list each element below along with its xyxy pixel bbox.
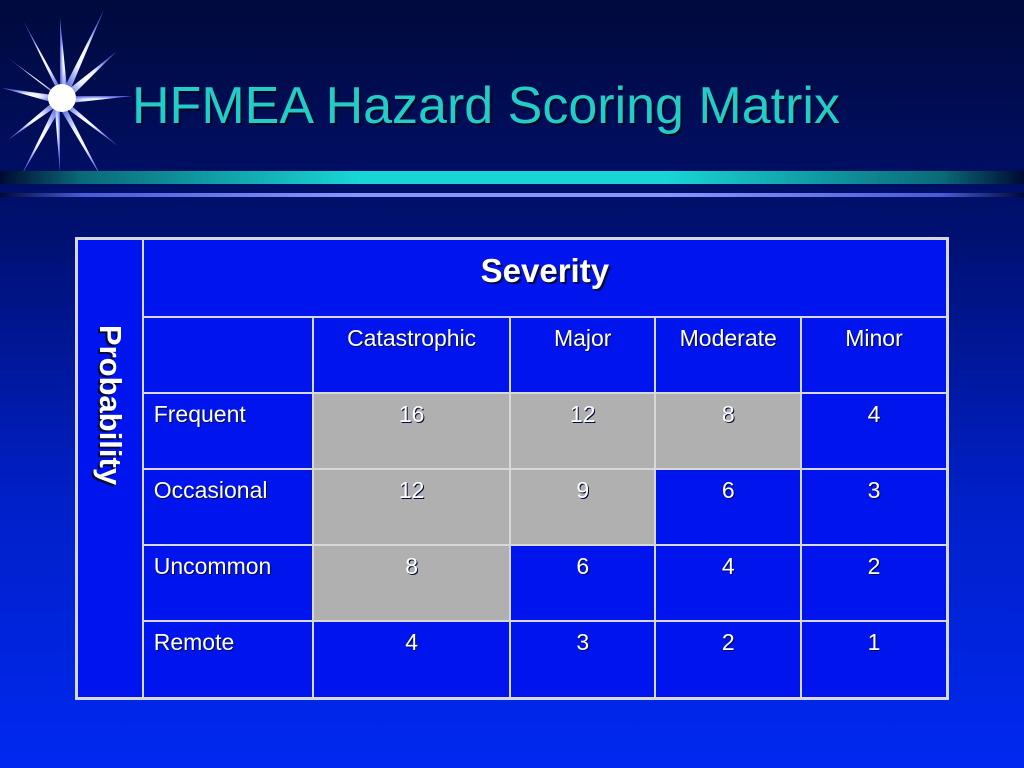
column-header-row	[77, 317, 948, 393]
column-header-minor: Minor	[845, 325, 903, 351]
score-value: 12	[398, 477, 425, 504]
table-row	[77, 393, 948, 469]
score-cell	[313, 621, 510, 698]
score-cell	[655, 393, 801, 469]
score-value: 2	[721, 629, 735, 656]
score-cell	[313, 469, 510, 545]
score-value: 16	[398, 401, 425, 427]
score-cell	[801, 469, 948, 545]
score-cell	[510, 545, 656, 621]
column-header	[510, 317, 656, 393]
severity-header-cell	[143, 239, 948, 318]
title-underline-thin	[0, 193, 1024, 197]
column-header	[801, 317, 948, 393]
score-cell	[510, 621, 656, 698]
score-cell	[655, 545, 801, 621]
score-value: 6	[721, 477, 735, 504]
score-value: 3	[576, 629, 590, 656]
row-label-cell	[143, 469, 314, 545]
severity-header-row	[77, 239, 948, 318]
title-underline-thick	[0, 171, 1024, 184]
score-value: 8	[721, 401, 735, 427]
score-value: 4	[405, 629, 419, 656]
column-header-major: Major	[553, 325, 612, 351]
score-value: 2	[867, 553, 881, 580]
score-value: 12	[569, 401, 596, 427]
score-value: 6	[576, 553, 590, 580]
column-header-moderate: Moderate	[679, 325, 777, 351]
row-label-remote: Remote	[153, 629, 235, 656]
slide-title: HFMEA Hazard Scoring Matrix	[132, 77, 840, 135]
hazard-scoring-matrix	[75, 237, 949, 700]
score-cell	[510, 469, 656, 545]
column-header	[313, 317, 510, 393]
score-value: 4	[867, 401, 881, 427]
score-cell	[313, 393, 510, 469]
table-row	[77, 545, 948, 621]
star-burst-icon	[0, 0, 140, 190]
score-value: 9	[576, 477, 590, 504]
probability-label: Probability	[92, 324, 128, 485]
column-header	[655, 317, 801, 393]
table-row	[77, 621, 948, 698]
row-label-cell	[143, 545, 314, 621]
row-label-cell	[143, 621, 314, 698]
score-cell	[313, 545, 510, 621]
score-value: 3	[867, 477, 881, 504]
score-value: 1	[867, 629, 881, 656]
score-cell	[801, 393, 948, 469]
score-cell	[510, 393, 656, 469]
score-cell	[655, 621, 801, 698]
row-label-frequent: Frequent	[153, 401, 246, 427]
score-cell	[655, 469, 801, 545]
probability-axis-cell	[77, 239, 143, 699]
corner-cell	[143, 317, 314, 393]
score-cell	[801, 545, 948, 621]
score-cell	[801, 621, 948, 698]
score-value: 8	[405, 553, 419, 580]
column-header-catastrophic: Catastrophic	[347, 325, 477, 351]
score-value: 4	[721, 553, 735, 580]
row-label-cell	[143, 393, 314, 469]
row-label-uncommon: Uncommon	[153, 553, 272, 580]
table-row	[77, 469, 948, 545]
row-label-occasional: Occasional	[153, 477, 268, 504]
severity-label: Severity	[480, 252, 610, 289]
